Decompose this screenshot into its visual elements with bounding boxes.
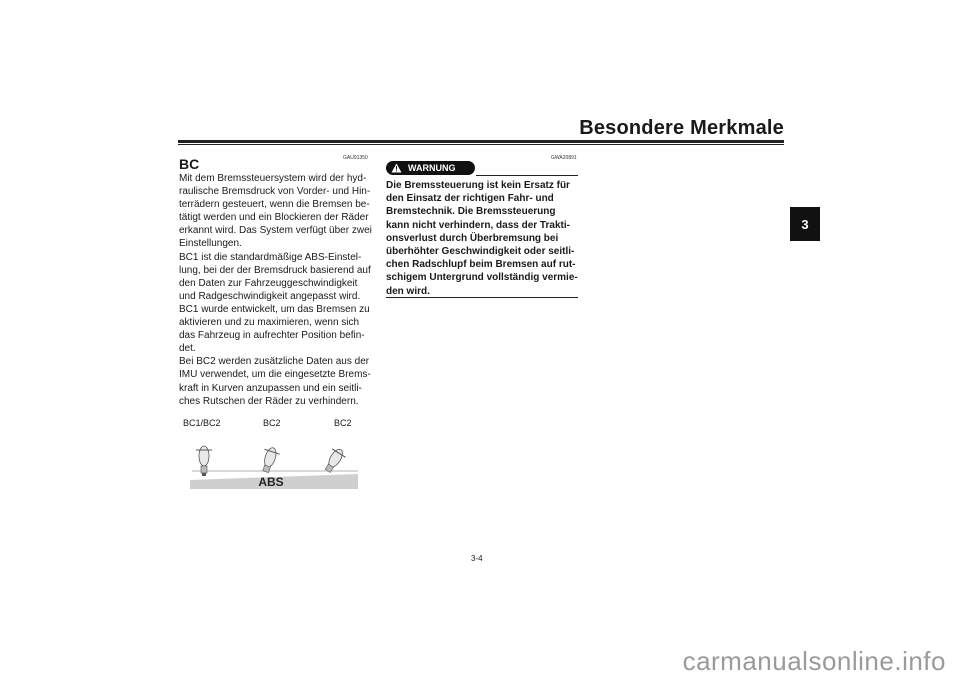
body-text-line: ches Rutschen der Räder zu verhindern. [179, 395, 359, 407]
watermark: carmanualsonline.info [682, 646, 946, 676]
warning-text-line: den wird. [386, 285, 430, 297]
warning-bottom-rule [386, 297, 578, 298]
section-heading: BC [179, 156, 200, 172]
warning-code: GWA20891 [551, 155, 577, 161]
body-text-line: Bei BC2 werden zusätzliche Daten aus der [179, 356, 370, 368]
body-text-line: terrädern gesteuert, wenn die Bremsen be- [179, 199, 370, 211]
header-rule-thin [178, 144, 784, 145]
body-text-line: BC1 wurde entwickelt, um das Bremsen zu [179, 303, 370, 315]
warning-text [386, 179, 581, 298]
abs-figure [186, 438, 360, 490]
warning-badge [386, 161, 475, 175]
header-rule [178, 140, 784, 143]
warning-text-line: chen Radschlupf beim Bremsen auf rut- [386, 259, 576, 271]
warning-text-line: Die Bremssteuerung ist kein Ersatz für [386, 180, 570, 191]
warning-text-line: schigem Untergrund vollständig vermie- [386, 272, 578, 284]
abs-illustration [186, 438, 360, 490]
chapter-tab: 3 [790, 207, 820, 241]
warning-top-rule [476, 175, 578, 176]
figure-label: BC2 [263, 418, 281, 428]
body-text-line: raulische Bremsdruck von Vorder- und Hin- [179, 186, 371, 198]
body-text-line: IMU verwendet, um die eingesetzte Brems- [179, 369, 371, 381]
body-text [179, 172, 374, 408]
warning-badge-label: WARNUNG [408, 163, 456, 173]
body-text-line: aktivieren und zu maximieren, wenn sich [179, 317, 360, 329]
motorcycle-lean-icon [258, 445, 281, 474]
warning-text-line: Bremstechnik. Die Bremssteuerung [386, 206, 556, 218]
abs-label: ABS [258, 475, 284, 489]
body-text-line: kraft in Kurven anzupassen und ein seitli- [179, 382, 362, 394]
figure-label: BC1/BC2 [183, 418, 221, 428]
body-text-line: den Daten zur Fahrzeuggeschwindigkeit [179, 277, 358, 289]
body-text-line: lung, bei der der Bremsdruck basierend auf [179, 264, 371, 276]
warning-text-line: onsverlust durch Überbremsung bei [386, 232, 559, 244]
figure-label: BC2 [334, 418, 352, 428]
page-title: Besondere Merkmale [579, 117, 784, 139]
warning-text-line: überhöhter Geschwindigkeit oder seitli- [386, 246, 575, 258]
body-text-line: BC1 ist die standardmäßige ABS-Einstel- [179, 251, 362, 263]
body-text-line: det. [179, 343, 196, 355]
body-text-line: und Radgeschwindigkeit angepasst wird. [179, 290, 361, 302]
body-text-line: erkannt wird. Das System verfügt über zwei [179, 225, 372, 237]
body-text-line: Einstellungen. [179, 238, 242, 250]
body-text-line: Mit dem Bremssteuersystem wird der hyd- [179, 173, 367, 184]
section-code: GAU91350 [343, 155, 368, 161]
body-text-line: tätigt werden und ein Blockieren der Räder [179, 212, 369, 224]
page-number: 3-4 [471, 554, 483, 563]
body-text-line: das Fahrzeug in aufrechter Position befin- [179, 330, 365, 342]
motorcycle-upright-icon [196, 446, 212, 476]
warning-text-line: kann nicht verhindern, dass der Trakti- [386, 219, 570, 231]
warning-triangle-icon [391, 163, 402, 173]
warning-text-line: den Einsatz der richtigen Fahr- und [386, 193, 554, 205]
